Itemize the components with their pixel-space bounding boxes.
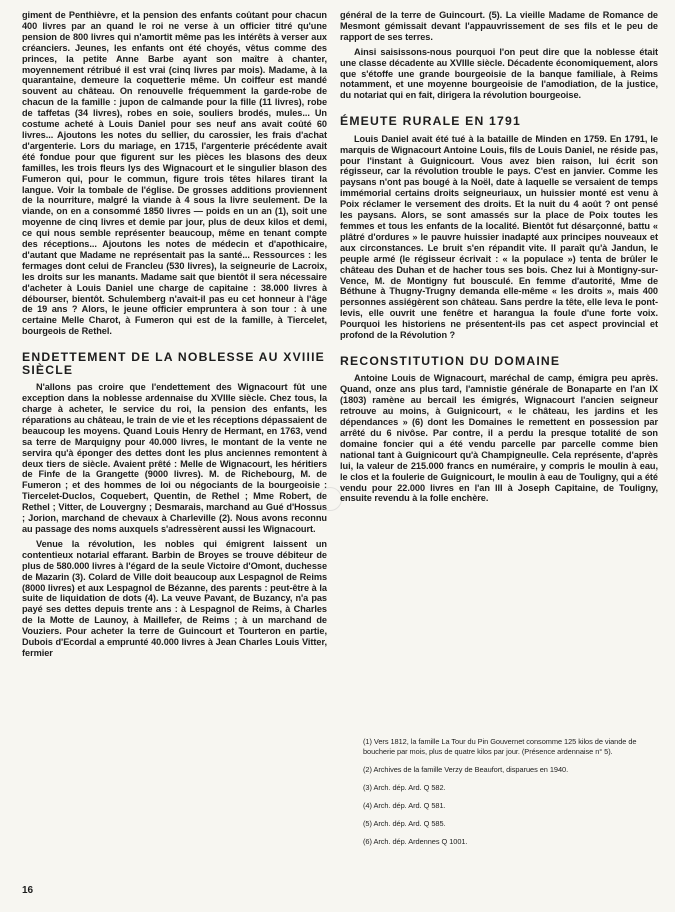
- circular-stamp-mark: [318, 487, 342, 511]
- body-paragraph: général de la terre de Guincourt. (5). La vieille Madame de Romance de Mesmont gémissait devant l'appauvrissement de ses fils et le peu de rapport de ses terres.: [340, 10, 658, 42]
- body-paragraph: Ainsi saisissons-nous pourquoi l'on peut dire que la noblesse était une classe décadente au XVIIIe siècle. Décadente économiquement, alors que s'étoffe une grande bourgeoisie de la banque familiale, à Reims notamment, et une moyenne bourgeoisie de l'amodiation, de la justice, du notariat qui en fait, dirigera la révolution bourgeoise.: [340, 46, 658, 101]
- footnote-3: (3) Arch. dép. Ard. Q 582.: [363, 783, 446, 792]
- footnote-2: (2) Archives de la famille Verzy de Beaufort, disparues en 1940.: [363, 765, 569, 774]
- right-column: [340, 10, 658, 508]
- body-paragraph: Louis Daniel avait été tué à la bataille de Minden en 1759. En 1791, le marquis de Wignacourt Antoine Louis, fils de Louis Daniel, ne réside pas, pour l'instant à Guignicourt. Vous avez bien raison, lui écrit son régisseur, car la révolution trouble le pays. C'est en janvier. Comme les paysans n'ont pas bougé à la Noël, date à laquelle se versaient de temps immémorial certains droits seigneuriaux, un huissier monté est venu à Poix réclamer le versement des droits. Et la nuit du 4 août ? ont pensé les paysans. Alors, se sont amassés sur la place de Poix toutes les femmes et tous les enfants de la localité. Bientôt fut désarçonné, battu « plâtré d'ordures » le pauvre huissier inadapté aux principes nouveaux et aux circonstances. Le bruit s'en répandit vite. Il paraît qu'à Jandun, le peuple armé (le régisseur écrivait : « la populace ») tenta de brûler le château des Duhan et de hacher tous ses bois. Chez lui à Montigny-sur-Vence, M. de Montigny fut bousculé. En femme d'autorité, Mme de Béthune à Thugny-Trugny demanda elle-même « les droits », mais 400 personnes assiégèrent son château. Sans perdre la tête, elle leva le pont-levis, elle ouvrit une fenêtre et harangua la foule d'une forte voix. Pourquoi les historiens ne présentent-ils pas cet aspect provincial et profond de la Révolution ?: [340, 133, 658, 341]
- footnotes: [363, 737, 663, 855]
- footnote-1: (1) Vers 1812, la famille La Tour du Pin Gouvernet consomme 125 kilos de viande de boucherie par mois, plus de quatre kilos par jour. (Présence ardennaise n° 5).: [363, 737, 637, 756]
- footnote-6: (6) Arch. dép. Ardennes Q 1001.: [363, 837, 468, 846]
- section-heading-endettement: ENDETTEMENT DE LA NOBLESSE AU XVIIIE SIÈCLE: [22, 350, 325, 377]
- body-paragraph: giment de Penthièvre, et la pension des enfants coûtant pour chacun 400 livres par an quand le roi ne verse à un officier titré qu'une pension de 800 livres qui n'amortit même pas les intérêts à verser aux créanciers. Jeunes, les enfants ont été choyés, vêtus comme des princes, la petite Anne Barbe ayant son maître à chanter, moyennement rétribué il est vrai (cinq livres par mois). Madame, à la quarantaine, demeure la coquetterie même. Un coiffeur est mandé souvent au château. On renouvelle fréquemment la garde-robe de chacun de la famille : jupon de calmande pour la fille (11 livres), robe de taffetas (34 livres), robes en soie, souliers brodés, mules... Un costume acheté à Louis Daniel pour ses neuf ans avait coûté 60 livres... Ajoutons les notes du sellier, du carossier, les frais d'achat d'argenterie. Lors du mariage, en 1715, l'argenterie précédente avait été fondue pour que figurent sur les pièces les blasons des deux familles, les trois fleurs lys des Wignacourt et le singulier blason des Fumeron qui, pour le commun, figure trois têtes hilares tirant la langue. Voir la tombale de l'église. De grosses additions proviennent de la nourriture, malgré la viande à 4 sous la livre seulement. De la viande, on en a consommé 1850 livres — poids en un an (1), soit une moyenne de cinq livres et demie par jour, plus de deux kilos et demi, ce qui nous semble représenter beaucoup, même en tenant compte des réceptions... Ajoutons les notes de médecin et d'apothicaire, d'autant que Madame ne représentait pas la santé... Ressources : les fermages dont celui de Francleu (530 livres), la seigneurie de Lacroix, les droits sur les manants. Madame sait que bientôt il sera nécessaire d'acheter à Louis Daniel une charge de capitaine : 38.000 livres à débourser, bientôt. Schulemberg n'avait-il pas eu cet honneur à l'âge de 19 ans ? Alors, le jeune officier empruntera à son tour : à une certaine Melle Charot, à Fumeron qui est de la famille, à Tiercelet, bourgeois de Rethel.: [22, 10, 327, 337]
- section-heading-emeute: ÉMEUTE RURALE EN 1791: [340, 114, 521, 129]
- left-column: [22, 10, 327, 663]
- body-paragraph: Venue la révolution, les nobles qui émigrent laissent un contentieux notarial effarant. Barbin de Broyes se trouve débiteur de plus de 580.000 livres à l'égard de la seule Victoire d'Omont, duchesse de Mazarin (3). Colard de Ville doit beaucoup aux Lespagnol de Reims (8000 livres) et aux Lespagnol de Bézanne, des parents : peut-être à la suite de liquidation de dots (4). La veuve Pavant, de Buzancy, n'a pas payé ses dettes depuis trente ans : à Lespagnol de Reims, à Charles de la Motte de Launoy, à Maillefer, de Reims ; à un marchand de Vouziers. Pour acheter la terre de Guincourt et Tourteron en partie, Dubois d'Ecordal a emprunté 40.000 livres à Jean Charles Louis Vitter, fermier: [22, 538, 327, 658]
- body-paragraph: N'allons pas croire que l'endettement des Wignacourt fût une exception dans la noblesse ardennaise du XVIIIe siècle. Chez tous, la charge à acheter, le service du roi, la pension des enfants, les réparations au château, le train de vie et les réceptions dépassaient de beaucoup les moyens. Quand Louis Henry de Hermant, en 1763, vend sa terre de Marquigny pour 40.000 livres, le montant de la vente ne servira qu'à éponger des dettes dont les plus anciennes remontent à deux tiers de siècle. Avaient prêté : Melle de Wignacourt, les héritiers de Finfe de la Grangette (9000 livres). M. de Richebourg, M. de Fumeron ; et des hommes de loi ou négociants de la bourgeoisie : Tiercelet-Duclos, Coquebert, Quentin, de Rethel ; Mme Robert, de Rethel ; Vitter, de Louvergny ; Desmarais, marchand au Gué d'Hossus ; Jorion, marchand de chevaux à Charleville (2). Nous avons reconnu au passage des noms auxquels s'adressèrent aussi les Wignacourt.: [22, 382, 327, 534]
- footnote-4: (4) Arch. dép. Ard. Q 581.: [363, 801, 446, 810]
- footnote-5: (5) Arch. dép. Ard. Q 585.: [363, 819, 446, 828]
- page-number: 16: [22, 885, 34, 896]
- section-heading-reconstitution: RECONSTITUTION DU DOMAINE: [340, 353, 561, 368]
- body-paragraph: Antoine Louis de Wignacourt, maréchal de camp, émigra peu après. Quand, onze ans plus tard, l'amnistie générale de Bonaparte en l'an IX (1803) ramène au bercail les émigrés, Wignacourt l'ancien seigneur retrouve au moins, à Guignicourt, « le château, les jardins et les dépendances » (6) dont les Domaines le remettent en possession par arrêté du 6 nivôse. Par contre, il a perdu la presque totalité de son domaine foncier qui a été vendu parcelle par parcelle comme bien national tant à Guignicourt qu'à Champigneulle. Cela représente, d'après lui, la valeur de 215.000 francs en numéraire, y compris le moulin à eau, le clos et la foulerie de Guignicourt, le moulin à eau de Touligny, qui a été vendu pour 22.000 livres en l'an III à Joseph Capitaine, de Touligny, ensuite revendu à la folle enchère.: [340, 373, 658, 504]
